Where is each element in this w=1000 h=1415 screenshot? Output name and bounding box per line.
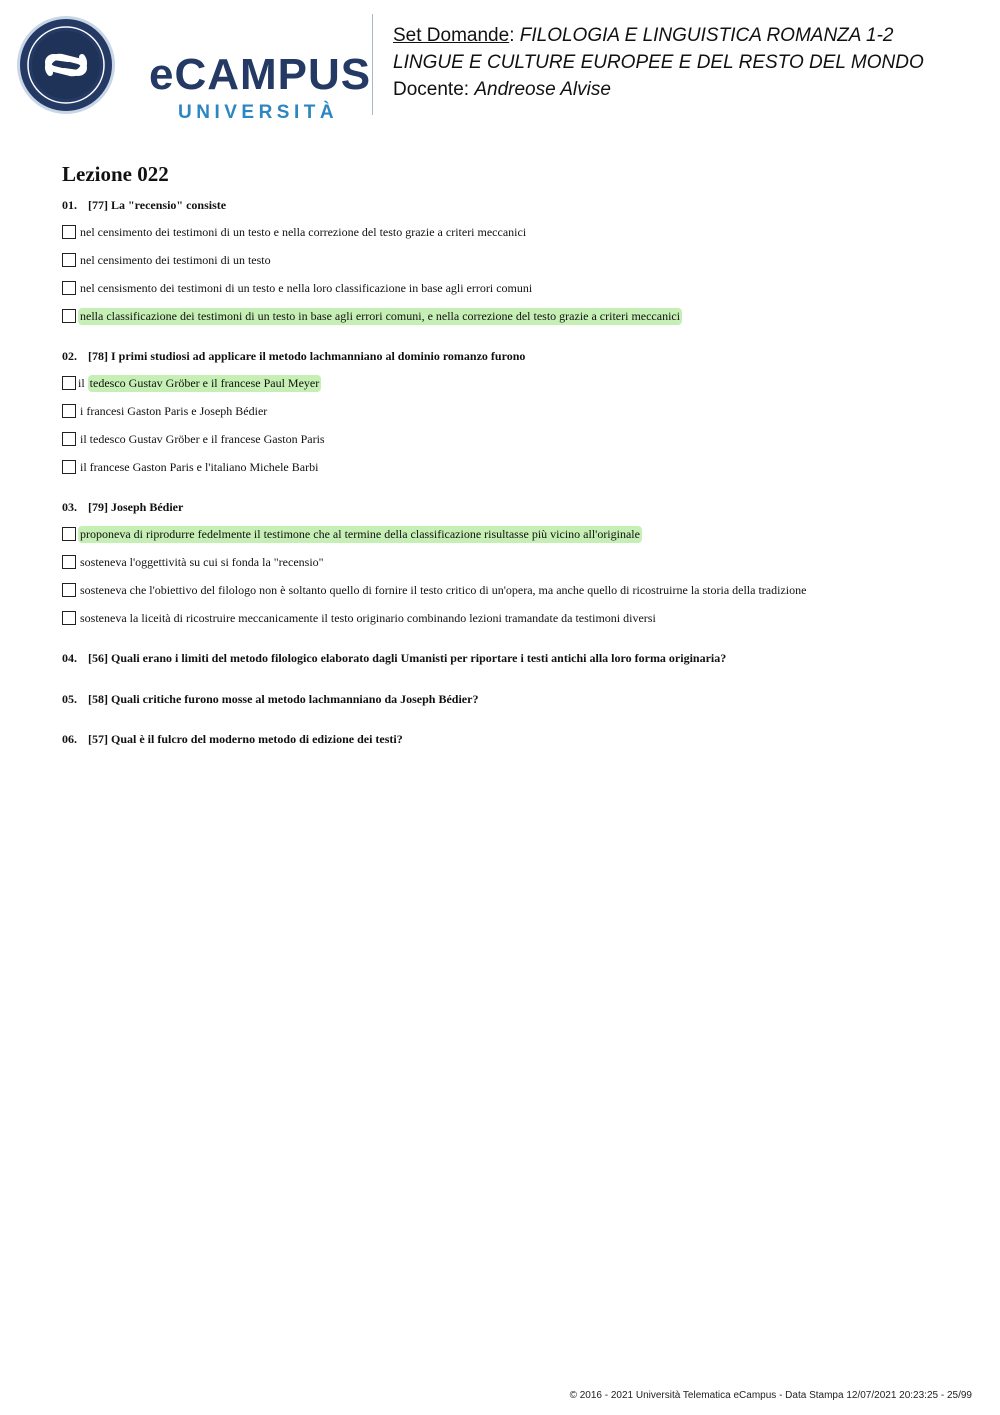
answer-option-correct[interactable] — [62, 525, 642, 543]
answer-option[interactable] — [62, 430, 327, 448]
question-03 — [62, 500, 183, 515]
checkbox[interactable] — [62, 309, 76, 323]
question-01 — [62, 198, 226, 213]
ecampus-seal-icon — [16, 15, 116, 115]
checkbox[interactable] — [62, 253, 76, 267]
option-text-highlighted: tedesco Gustav Gröber e il francese Paul Meyer — [89, 375, 320, 390]
question-number: 06. — [62, 732, 77, 746]
checkbox[interactable] — [62, 281, 76, 295]
question-text: [57] Qual è il fulcro del moderno metodo di edizione dei testi? — [88, 732, 403, 746]
checkbox[interactable] — [62, 583, 76, 597]
answer-option[interactable] — [62, 581, 808, 599]
question-05 — [62, 692, 478, 707]
option-text-highlighted: nella classificazione dei testimoni di un testo in base agli errori comuni, e nella correzione del testo grazie a criteri meccanici — [80, 308, 681, 323]
option-text: sosteneva la liceità di ricostruire meccanicamente il testo originario combinando lezioni tramandate da testimoni diversi — [80, 610, 656, 625]
answer-option[interactable] — [62, 402, 269, 420]
question-number: 01. — [62, 198, 77, 212]
checkbox[interactable] — [62, 460, 76, 474]
option-text: nel censimento dei testimoni di un testo — [80, 252, 271, 267]
header-info — [393, 22, 924, 103]
question-number: 04. — [62, 651, 77, 665]
option-text: il tedesco Gustav Gröber e il francese Gaston Paris — [80, 431, 325, 446]
option-text-prefix: il — [78, 375, 88, 390]
answer-option-correct[interactable] — [62, 307, 682, 325]
course-title-line1: FILOLOGIA E LINGUISTICA ROMANZA 1-2 — [519, 25, 894, 46]
checkbox[interactable] — [62, 432, 76, 446]
option-text: sosteneva che l'obiettivo del filologo non è soltanto quello di fornire il testo critico di un'opera, ma anche quello di ricostruirne la storia della tradizione — [80, 582, 807, 597]
option-text-highlighted: proponeva di riprodurre fedelmente il testimone che al termine della classificazione risultasse più vicino all'originale — [80, 526, 640, 541]
question-number: 03. — [62, 500, 77, 514]
lesson-title: Lezione 022 — [62, 162, 169, 186]
set-label: Set Domande — [393, 25, 510, 46]
question-number: 05. — [62, 692, 77, 706]
checkbox[interactable] — [62, 404, 76, 418]
checkbox[interactable] — [62, 611, 76, 625]
logo-brand-text: eCAMPUS — [149, 50, 372, 99]
answer-option[interactable] — [62, 251, 273, 269]
course-title-line2: LINGUE E CULTURE EUROPEE E DEL RESTO DEL MONDO — [393, 52, 924, 73]
checkbox[interactable] — [62, 555, 76, 569]
option-text: il francese Gaston Paris e l'italiano Michele Barbi — [80, 459, 319, 474]
logo-subtitle: UNIVERSITÀ — [178, 102, 339, 123]
question-04 — [62, 651, 726, 666]
answer-option[interactable] — [62, 458, 320, 476]
answer-option[interactable] — [62, 223, 528, 241]
answer-option[interactable] — [62, 553, 326, 571]
option-text: sosteneva l'oggettività su cui si fonda la "recensio" — [80, 554, 324, 569]
header-divider — [372, 14, 373, 115]
question-02 — [62, 349, 525, 364]
question-06 — [62, 732, 403, 747]
teacher-name: Andreose Alvise — [474, 79, 611, 100]
answer-option-correct[interactable] — [62, 374, 321, 392]
question-text: [58] Quali critiche furono mosse al metodo lachmanniano da Joseph Bédier? — [88, 692, 479, 706]
set-line: Set Domande: FILOLOGIA E LINGUISTICA ROMANZA 1-2 — [393, 25, 894, 46]
question-text: [78] I primi studiosi ad applicare il metodo lachmanniano al dominio romanzo furono — [88, 349, 526, 363]
option-text: i francesi Gaston Paris e Joseph Bédier — [80, 403, 268, 418]
question-text: [79] Joseph Bédier — [88, 500, 184, 514]
checkbox[interactable] — [62, 376, 76, 390]
teacher-label: Docente — [393, 79, 464, 100]
question-text: [77] La "recensio" consiste — [88, 198, 227, 212]
answer-option[interactable] — [62, 609, 658, 627]
question-number: 02. — [62, 349, 77, 363]
page-footer: © 2016 - 2021 Università Telematica eCampus - Data Stampa 12/07/2021 20:23:25 - 25/99 — [569, 1390, 972, 1401]
answer-option[interactable] — [62, 279, 534, 297]
ecampus-logo — [16, 15, 372, 123]
checkbox[interactable] — [62, 225, 76, 239]
option-text: nel censimento dei testimoni di un testo e nella correzione del testo grazie a criteri meccanici — [80, 224, 527, 239]
question-text: [56] Quali erano i limiti del metodo filologico elaborato dagli Umanisti per riportare i testi antichi alla loro forma originaria? — [88, 651, 727, 665]
checkbox[interactable] — [62, 527, 76, 541]
option-text: nel censismento dei testimoni di un testo e nella loro classificazione in base agli errori comuni — [80, 280, 533, 295]
teacher-line: Docente: Andreose Alvise — [393, 79, 611, 100]
